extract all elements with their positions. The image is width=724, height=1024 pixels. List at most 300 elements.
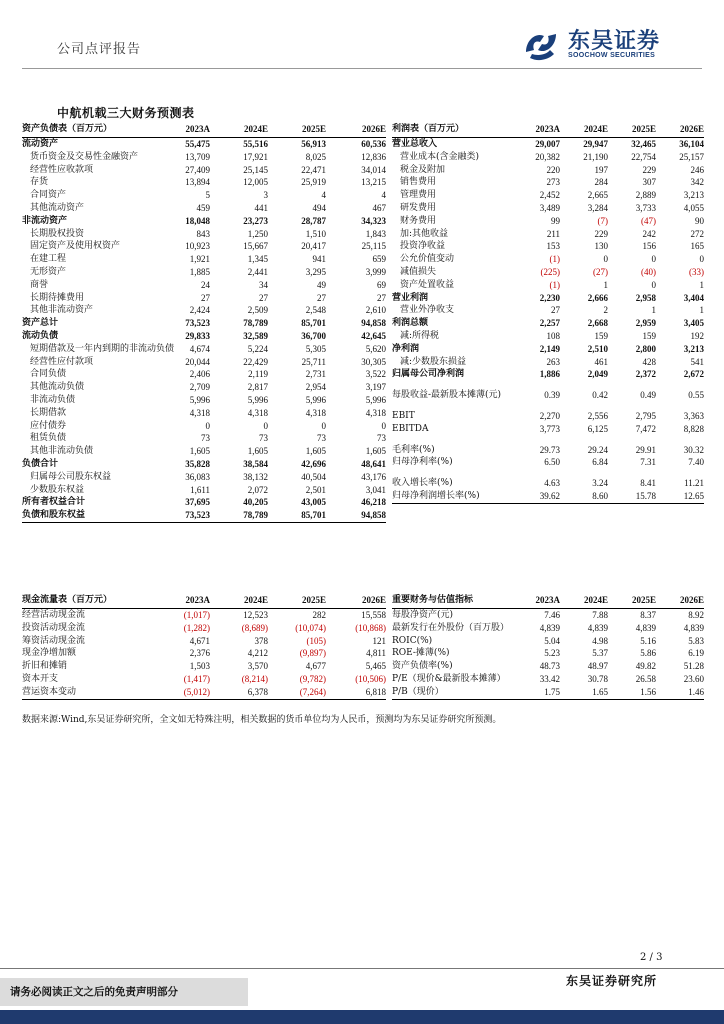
value-cell: (105) — [306, 635, 326, 646]
table-row — [22, 343, 386, 356]
table-row — [22, 202, 386, 215]
value-cell — [560, 402, 608, 410]
value-cell: 1,605 — [189, 446, 210, 457]
value-cell: 2,509 — [247, 305, 268, 316]
value-cell: 2,795 — [635, 410, 656, 421]
table-row — [392, 330, 704, 343]
row-label: 减值损失 — [400, 266, 437, 277]
footer-divider — [0, 968, 724, 969]
row-label: 归属母公司股东权益 — [30, 471, 112, 482]
table-row — [22, 292, 386, 305]
disclaimer-link[interactable]: 请务必阅读正文之后的免责声明部分 — [0, 978, 248, 1006]
value-cell: 1.75 — [510, 686, 560, 699]
value-cell: 78,789 — [210, 509, 268, 522]
table-row — [392, 389, 704, 402]
value-cell: 26.58 — [635, 673, 656, 684]
table-row — [392, 635, 704, 648]
value-cell: 60,536 — [361, 139, 386, 149]
row-label: 经营性应付款项 — [30, 356, 94, 367]
value-cell: 6.50 — [544, 457, 560, 468]
table-row — [392, 202, 704, 215]
year-header-cell: 2024E — [560, 121, 608, 138]
value-cell: 229 — [594, 228, 608, 239]
table-title-cell: 利润表（百万元） — [392, 121, 510, 138]
table-row — [392, 176, 704, 189]
value-cell: 12.65 — [656, 490, 704, 503]
value-cell: 3,773 — [539, 423, 560, 434]
value-cell: 20,382 — [535, 151, 560, 162]
row-label: 流动资产 — [22, 139, 59, 149]
value-cell: 29,947 — [583, 139, 608, 149]
value-cell: 659 — [372, 254, 386, 265]
row-label: 负债合计 — [22, 458, 59, 469]
table-row — [22, 164, 386, 177]
value-cell: 6,378 — [210, 686, 268, 699]
value-cell — [656, 381, 704, 389]
value-cell: 2,556 — [587, 410, 608, 421]
value-cell: 73 — [377, 433, 386, 444]
value-cell: (40) — [641, 266, 656, 277]
table-row — [22, 445, 386, 458]
value-cell: 20,044 — [185, 356, 210, 367]
row-label: 销售费用 — [400, 177, 437, 188]
year-header-cell: 2026E — [326, 592, 386, 609]
table-row — [22, 151, 386, 164]
value-cell: 1,510 — [305, 228, 326, 239]
value-cell: 1.56 — [608, 686, 656, 699]
value-cell: 22,429 — [243, 356, 268, 367]
value-cell: 3,570 — [247, 661, 268, 672]
row-label: 收入增长率(%) — [392, 478, 453, 489]
value-cell: 73 — [317, 433, 326, 444]
value-cell: 428 — [642, 356, 656, 367]
value-cell: 32,589 — [243, 330, 268, 341]
row-label: 其他非流动资产 — [30, 305, 94, 316]
row-label — [392, 381, 510, 389]
table-row — [392, 423, 704, 436]
row-label: 每股净资产(元) — [392, 610, 454, 620]
row-label: ROE-摊薄(%) — [392, 648, 450, 659]
header-divider — [22, 68, 702, 69]
row-label: 资产负债率(%) — [392, 661, 453, 672]
value-cell: 494 — [312, 202, 326, 213]
value-cell: 3 — [263, 190, 268, 201]
value-cell: 28,787 — [301, 215, 326, 226]
value-cell: 4,318 — [305, 407, 326, 418]
year-header-cell: 2025E — [608, 121, 656, 138]
value-cell: 5.86 — [640, 648, 656, 659]
table-row — [22, 673, 386, 686]
value-cell: 25,157 — [679, 151, 704, 162]
value-cell: 30.78 — [587, 673, 608, 684]
value-cell: 36,700 — [301, 330, 326, 341]
table-row — [392, 317, 704, 330]
row-label: 其他流动负债 — [30, 382, 85, 393]
row-label: 净利润 — [392, 343, 420, 354]
value-cell — [608, 436, 656, 444]
value-cell: 1,921 — [189, 254, 210, 265]
table-row — [392, 253, 704, 266]
value-cell: 6.84 — [592, 457, 608, 468]
table-row — [22, 394, 386, 407]
value-cell: 27 — [259, 292, 268, 303]
value-cell: 197 — [594, 164, 608, 175]
value-cell: 25,711 — [301, 356, 326, 367]
table-row — [22, 368, 386, 381]
value-cell: 211 — [546, 228, 560, 239]
value-cell: 15.78 — [608, 490, 656, 503]
value-cell: 39.62 — [510, 490, 560, 503]
row-label: 长期借款 — [30, 407, 67, 418]
value-cell: 34,014 — [361, 164, 386, 175]
value-cell: 0 — [381, 420, 386, 431]
year-header-cell: 2026E — [326, 121, 386, 138]
table-row — [22, 228, 386, 241]
value-cell: 4.98 — [592, 635, 608, 646]
year-header-cell: 2024E — [210, 121, 268, 138]
table-row — [22, 253, 386, 266]
value-cell: 49.82 — [635, 661, 656, 672]
row-label: 营运资本变动 — [22, 686, 152, 699]
value-cell: 22,754 — [631, 151, 656, 162]
value-cell: 8.92 — [688, 610, 704, 620]
value-cell — [510, 402, 560, 410]
value-cell: 32,465 — [631, 139, 656, 149]
value-cell: 1.46 — [656, 686, 704, 699]
value-cell: 2,452 — [539, 190, 560, 201]
row-label — [392, 469, 510, 477]
value-cell: 272 — [690, 228, 704, 239]
row-label: ROIC(%) — [392, 635, 433, 646]
row-label: 经营活动现金流 — [22, 610, 86, 620]
row-label: 无形资产 — [30, 266, 67, 277]
value-cell: 342 — [690, 177, 704, 188]
value-cell: 2,510 — [587, 343, 608, 354]
value-cell: 1,605 — [305, 446, 326, 457]
value-cell: 5,996 — [247, 394, 268, 405]
value-cell: 7,472 — [635, 423, 656, 434]
value-cell: 2,441 — [247, 266, 268, 277]
value-cell — [608, 381, 656, 389]
value-cell: 5,620 — [365, 343, 386, 354]
year-header-cell: 2024E — [560, 592, 608, 609]
value-cell: 1.65 — [560, 686, 608, 699]
table-row — [392, 356, 704, 369]
value-cell: 2,270 — [539, 410, 560, 421]
value-cell: 2,119 — [248, 369, 268, 380]
value-cell: (7) — [597, 215, 608, 226]
table-row — [22, 509, 386, 522]
value-cell: 29.24 — [587, 444, 608, 455]
value-cell: 2,072 — [247, 484, 268, 495]
value-cell: 0 — [205, 420, 210, 431]
table-row — [22, 215, 386, 228]
value-cell: 43,176 — [361, 471, 386, 482]
value-cell: 121 — [372, 635, 386, 646]
table-row — [22, 484, 386, 497]
value-cell: (8,689) — [241, 622, 268, 633]
row-label: 归母净利润增长率(%) — [392, 490, 510, 503]
value-cell: 941 — [312, 254, 326, 265]
value-cell: 2,548 — [305, 305, 326, 316]
value-cell: 3,405 — [683, 318, 704, 329]
row-label: 商誉 — [30, 279, 49, 290]
value-cell — [656, 436, 704, 444]
value-cell: 4,839 — [539, 622, 560, 633]
value-cell: 0.42 — [592, 390, 608, 401]
value-cell: 12,005 — [243, 177, 268, 188]
table-row — [392, 444, 704, 457]
value-cell: 108 — [546, 330, 560, 341]
value-cell: 3,489 — [539, 202, 560, 213]
table-row — [392, 151, 704, 164]
value-cell: 2,954 — [305, 382, 326, 393]
value-cell: 2,817 — [247, 382, 268, 393]
table-row — [22, 647, 386, 660]
value-cell: 541 — [690, 356, 704, 367]
value-cell: 4 — [321, 190, 326, 201]
value-cell: 0.39 — [544, 390, 560, 401]
value-cell: 307 — [642, 177, 656, 188]
row-label: 投资净收益 — [400, 241, 446, 252]
value-cell: 461 — [594, 356, 608, 367]
value-cell: 263 — [546, 356, 560, 367]
table-row — [392, 660, 704, 673]
value-cell: 242 — [642, 228, 656, 239]
table-row — [22, 622, 386, 635]
value-cell: 90 — [695, 215, 704, 226]
value-cell: 24 — [201, 279, 210, 290]
value-cell: 3,213 — [683, 190, 704, 201]
table-title-cell: 重要财务与估值指标 — [392, 592, 510, 609]
row-label: 现金净增加额 — [22, 648, 77, 659]
row-label: 非流动资产 — [22, 215, 68, 226]
value-cell: 27 — [201, 292, 210, 303]
value-cell: 5.04 — [544, 635, 560, 646]
table-row — [392, 292, 704, 305]
value-cell: 2,959 — [635, 318, 656, 329]
table-row — [22, 138, 386, 151]
value-cell: 3,363 — [683, 410, 704, 421]
row-label: 营业成本(含金融类) — [400, 151, 480, 162]
value-cell: 11.21 — [684, 478, 704, 489]
table-row — [392, 189, 704, 202]
value-cell: 23.60 — [683, 673, 704, 684]
table-row — [392, 410, 704, 423]
value-cell: 2,731 — [305, 369, 326, 380]
value-cell: 56,913 — [301, 139, 326, 149]
value-cell: 246 — [690, 164, 704, 175]
value-cell: 25,919 — [301, 177, 326, 188]
table-row — [392, 469, 704, 477]
value-cell: 1,885 — [189, 266, 210, 277]
value-cell: 4,839 — [587, 622, 608, 633]
year-header-cell: 2023A — [510, 121, 560, 138]
value-cell: 73,523 — [185, 318, 210, 329]
value-cell — [560, 436, 608, 444]
table-row — [392, 215, 704, 228]
value-cell: 8.60 — [560, 490, 608, 503]
table-row — [392, 477, 704, 490]
table-row — [392, 279, 704, 292]
value-cell: 4,811 — [366, 648, 386, 659]
value-cell: 284 — [594, 177, 608, 188]
row-label: P/B（现价） — [392, 686, 510, 699]
report-type: 公司点评报告 — [57, 42, 142, 57]
value-cell: 5,996 — [189, 394, 210, 405]
value-cell: 13,709 — [185, 151, 210, 162]
value-cell: 25,145 — [243, 164, 268, 175]
row-label: 营业利润 — [392, 292, 429, 303]
table-row — [392, 609, 704, 622]
table-row — [22, 266, 386, 279]
value-cell: 2,666 — [587, 292, 608, 303]
value-cell — [656, 402, 704, 410]
value-cell: 55,475 — [185, 139, 210, 149]
row-label: 流动负债 — [22, 330, 59, 341]
value-cell: 2,800 — [635, 343, 656, 354]
table-row — [22, 240, 386, 253]
value-cell: 10,923 — [185, 241, 210, 252]
value-cell: 5.16 — [640, 635, 656, 646]
logo-text-cn: 东吴证券 — [568, 29, 661, 54]
table-row — [22, 317, 386, 330]
logo-mark-icon — [520, 22, 562, 64]
row-label: 经营性应收款项 — [30, 164, 94, 175]
footer-bar — [0, 1010, 724, 1024]
value-cell: 378 — [254, 635, 268, 646]
value-cell — [560, 469, 608, 477]
value-cell: 3,213 — [683, 343, 704, 354]
value-cell: 5.37 — [592, 648, 608, 659]
value-cell: (1,417) — [183, 673, 210, 684]
row-label: 负债和股东权益 — [22, 509, 152, 522]
value-cell: 156 — [642, 241, 656, 252]
row-label: 公允价值变动 — [400, 254, 455, 265]
source-note: 数据来源:Wind,东吴证券研究所，全文如无特殊注明，相关数据的货币单位均为人民币，预测均为东吴证券研究所预测。 — [22, 715, 502, 725]
value-cell: 2,372 — [635, 369, 656, 380]
table-row — [392, 240, 704, 253]
row-label: 资产处置收益 — [400, 279, 455, 290]
year-header-cell: 2023A — [152, 592, 210, 609]
table-row — [392, 490, 704, 503]
value-cell: 1,886 — [539, 369, 560, 380]
table-row — [392, 436, 704, 444]
row-label: 折旧和摊销 — [22, 661, 68, 672]
valuation-table — [392, 592, 704, 700]
table-row — [22, 471, 386, 484]
value-cell: (1) — [549, 279, 560, 290]
year-header-cell: 2023A — [510, 592, 560, 609]
value-cell: 36,104 — [679, 139, 704, 149]
value-cell: 2,257 — [539, 318, 560, 329]
value-cell — [510, 469, 560, 477]
value-cell: 843 — [196, 228, 210, 239]
value-cell: 192 — [690, 330, 704, 341]
table-row — [22, 458, 386, 471]
value-cell — [608, 402, 656, 410]
value-cell: 42,645 — [361, 330, 386, 341]
table-header-row — [392, 121, 704, 138]
value-cell: 1 — [699, 305, 704, 316]
table-row — [392, 622, 704, 635]
value-cell: 159 — [642, 330, 656, 341]
table-row — [392, 368, 704, 381]
logo-text-en: SOOCHOW SECURITIES — [568, 52, 656, 59]
value-cell: 5,465 — [365, 661, 386, 672]
row-label — [392, 402, 510, 410]
value-cell: 0 — [651, 254, 656, 265]
value-cell: 12,523 — [243, 610, 268, 620]
value-cell: (1) — [549, 254, 560, 265]
row-label: 合同资产 — [30, 190, 67, 201]
value-cell: 13,215 — [361, 177, 386, 188]
value-cell: 2,958 — [635, 292, 656, 303]
value-cell: 85,701 — [268, 509, 326, 522]
table-header-row — [22, 592, 386, 609]
value-cell — [656, 469, 704, 477]
row-label: 少数股东权益 — [30, 484, 85, 495]
value-cell: 1,503 — [189, 661, 210, 672]
value-cell — [608, 469, 656, 477]
value-cell: 38,584 — [243, 458, 268, 469]
value-cell: 2,149 — [539, 343, 560, 354]
value-cell: 5.83 — [688, 635, 704, 646]
value-cell: 69 — [377, 279, 386, 290]
company-logo — [520, 22, 680, 66]
value-cell: 4,318 — [365, 407, 386, 418]
year-header-cell: 2024E — [210, 592, 268, 609]
table-row — [22, 635, 386, 648]
value-cell: 30.32 — [683, 444, 704, 455]
value-cell: 3.24 — [592, 478, 608, 489]
table-row — [22, 432, 386, 445]
value-cell: 5,996 — [305, 394, 326, 405]
value-cell: 3,404 — [683, 292, 704, 303]
value-cell: 0 — [321, 420, 326, 431]
value-cell: 38,132 — [243, 471, 268, 482]
value-cell: 78,789 — [243, 318, 268, 329]
value-cell: 2,610 — [365, 305, 386, 316]
value-cell: 37,695 — [185, 497, 210, 508]
value-cell: 4,677 — [305, 661, 326, 672]
table-row — [22, 407, 386, 420]
table-header-row — [392, 592, 704, 609]
table-row — [392, 402, 704, 410]
value-cell: 34 — [259, 279, 268, 290]
value-cell: 5,305 — [305, 343, 326, 354]
income-statement-table — [392, 121, 704, 504]
value-cell: 5 — [205, 190, 210, 201]
row-label: 营业总收入 — [392, 139, 438, 149]
row-label: P/E（现价&最新股本摊薄） — [392, 673, 506, 684]
row-label: 毛利率(%) — [392, 444, 435, 455]
year-header-cell: 2026E — [656, 592, 704, 609]
value-cell: 0.55 — [688, 390, 704, 401]
value-cell: 1 — [699, 279, 704, 290]
value-cell: 48,641 — [361, 458, 386, 469]
value-cell: 40,504 — [301, 471, 326, 482]
row-label: 减:少数股东损益 — [400, 356, 467, 367]
value-cell: 220 — [546, 164, 560, 175]
value-cell: 12,836 — [361, 151, 386, 162]
value-cell: 23,273 — [243, 215, 268, 226]
value-cell — [510, 381, 560, 389]
value-cell: 159 — [594, 330, 608, 341]
table-row — [392, 304, 704, 317]
value-cell: 5,224 — [247, 343, 268, 354]
value-cell: (8,214) — [241, 673, 268, 684]
